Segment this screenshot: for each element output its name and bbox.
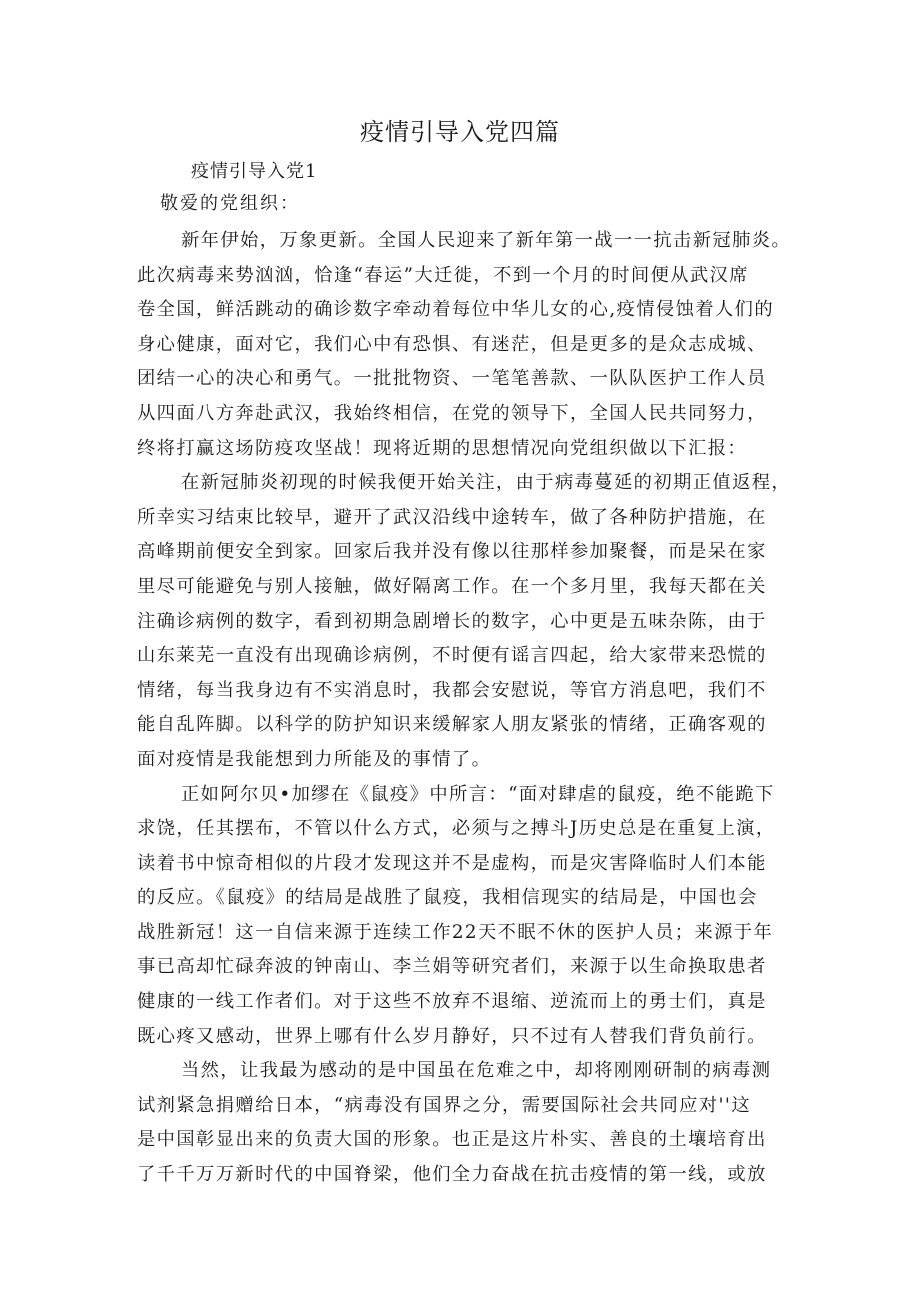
text-line: 是中国彰显出来的负责大国的形象。也正是这片朴实、善良的土壤培育出 — [137, 1129, 767, 1151]
paragraph-2 — [137, 466, 797, 777]
text-line: 试剂紧急捐赠给日本，“病毒没有国界之分，需要国际社会共同应对''这 — [137, 1094, 752, 1116]
text-line: 所幸实习结束比较早，避开了武汉沿线中途转车，做了各种防护措施，在 — [137, 506, 767, 528]
text-line: 读着书中惊奇相似的片段才发现这并不是虚构，而是灾害降临时人们本能 — [137, 852, 767, 874]
text-line: 高峰期前便安全到家。回家后我并没有像以往那样参加聚餐，而是呆在家 — [137, 541, 767, 563]
text-line: 当然，让我最为感动的是中国虽在危难之中，却将刚刚研制的病毒测 — [181, 1060, 772, 1082]
document-title: 疫情引导入党四篇 — [360, 118, 560, 146]
text-line: 既心疼又感动，世界上哪有什么岁月静好，只不过有人替我们背负前行。 — [137, 1025, 767, 1047]
text-line: 团结一心的决心和勇气。一批批物资、一笔笔善款、一队队医护工作人员 — [137, 368, 767, 390]
text-line: 健康的一线工作者们。对于这些不放弃不退缩、逆流而上的勇士们，真是 — [137, 991, 767, 1013]
text-line: 求饶，任其摆布，不管以什么方式，必须与之搏斗J历史总是在重复上演， — [137, 818, 776, 840]
text-line: 身心健康，面对它，我们心中有恐惧、有迷茫，但是更多的是众志成城、 — [137, 333, 767, 355]
text-line: 注确诊病例的数字，看到初期急剧增长的数字，心中更是五味杂陈，由于 — [137, 610, 767, 632]
text-line: 山东莱芜一直没有出现确诊病例，不时便有谣言四起，给大家带来恐慌的 — [137, 645, 767, 667]
text-line: 里尽可能避免与别人接触，做好隔离工作。在一个多月里，我每天都在关 — [137, 575, 767, 597]
text-line: 从四面八方奔赴武汉，我始终相信，在党的领导下，全国人民共同努力， — [137, 402, 767, 424]
text-line: 的反应。《鼠疫》的结局是战胜了鼠疫，我相信现实的结局是，中国也会 — [137, 887, 758, 909]
text-line: 卷全国，鲜活跳动的确诊数字牵动着每位中华儿女的心,疫情侵蚀着人们的 — [137, 299, 775, 321]
salutation: 敬爱的党组织： — [160, 193, 300, 214]
letter-body — [137, 224, 797, 1193]
text-line: 战胜新冠！这一自信来源于连续工作22天不眠不休的医护人员；来源于年 — [137, 921, 774, 943]
paragraph-1 — [137, 224, 797, 466]
text-line: 在新冠肺炎初现的时候我便开始关注，由于病毒蔓延的初期正值返程， — [181, 472, 792, 494]
paragraph-4 — [137, 1054, 797, 1192]
text-line: 正如阿尔贝•加缪在《鼠疫》中所言：“面对肆虐的鼠疫，绝不能跪下 — [181, 783, 775, 805]
text-line: 终将打赢这场防疫攻坚战！现将近期的思想情况向党组织做以下汇报： — [137, 437, 748, 459]
text-line: 事已高却忙碌奔波的钟南山、李兰娟等研究者们，来源于以生命换取患者 — [137, 956, 767, 978]
text-line: 了千千万万新时代的中国脊梁，他们全力奋战在抗击疫情的第一线，或放 — [137, 1164, 767, 1186]
section-heading: 疫情引导入党1 — [191, 161, 318, 182]
text-line: 能自乱阵脚。以科学的防护知识来缓解家人朋友紧张的情绪，正确客观的 — [137, 714, 767, 736]
text-line: 此次病毒来势汹汹，恰逢“春运”大迁徙，不到一个月的时间便从武汉席 — [137, 264, 749, 286]
paragraph-3 — [137, 778, 797, 1055]
text-line: 面对疫情是我能想到力所能及的事情了。 — [137, 748, 492, 770]
text-line: 新年伊始，万象更新。全国人民迎来了新年第一战一一抗击新冠肺炎。 — [181, 230, 792, 251]
text-line: 情绪，每当我身边有不实消息时，我都会安慰说，等官方消息吧，我们不 — [137, 679, 767, 701]
